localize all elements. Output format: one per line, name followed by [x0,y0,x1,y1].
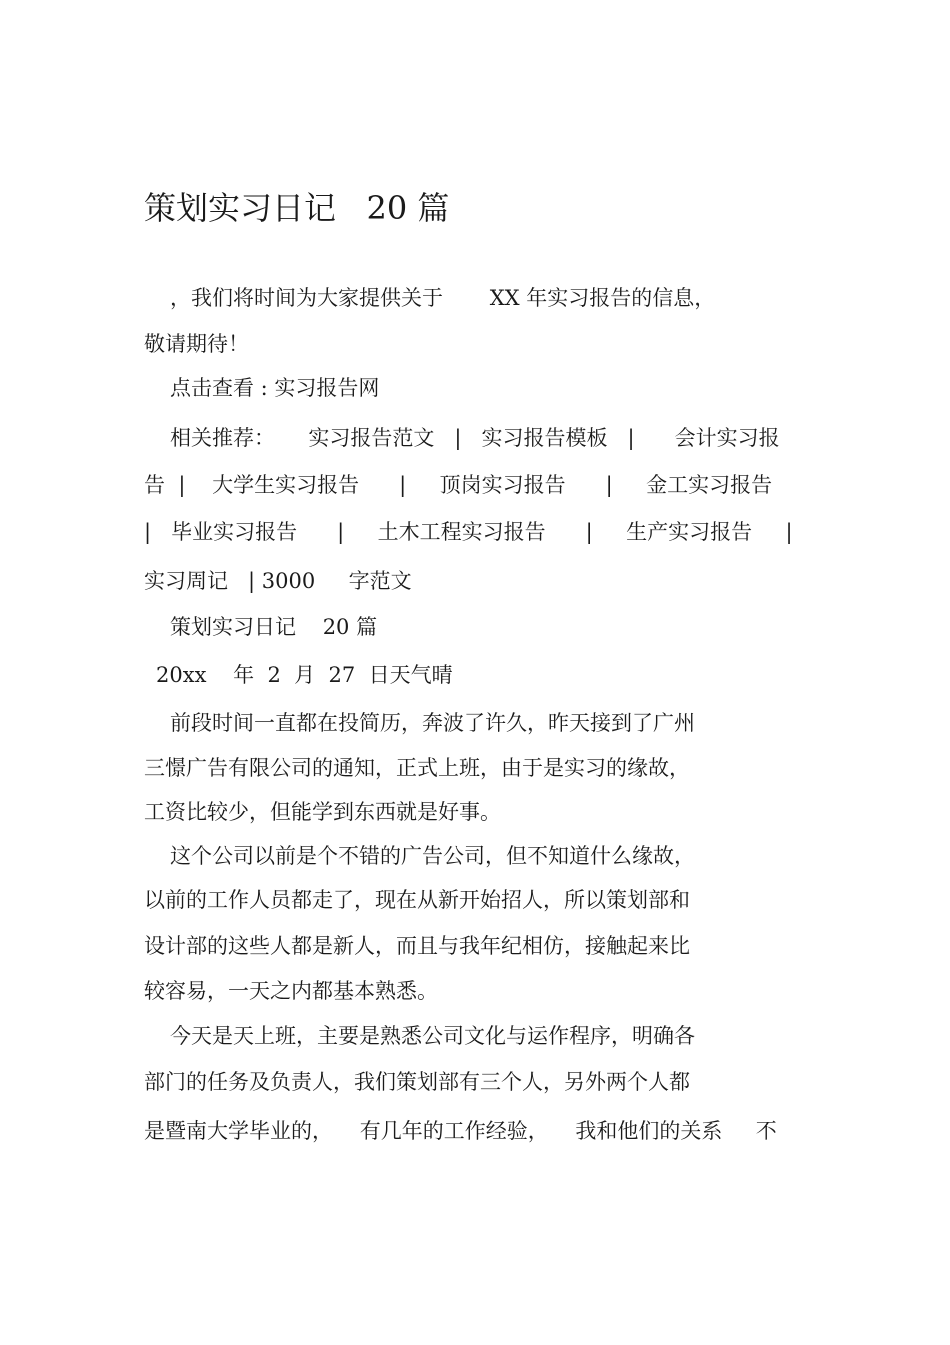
paragraph-2-line-3: 设计部的这些人都是新人，而且与我年纪相仿，接触起来比 [144,934,690,958]
intro-line-2: 敬请期待！ [144,332,249,356]
click-view-link[interactable]: 点击查看 : 实习报告网 [170,376,380,400]
document-title: 策划实习日记 20 篇 [144,189,450,227]
paragraph-2-line-1: 这个公司以前是个不错的广告公司，但不知道什么缘故， [170,844,695,868]
paragraph-2-line-4: 较容易，一天之内都基本熟悉。 [144,979,438,1003]
paragraph-3-line-3: 是暨南大学毕业的， 有几年的工作经验， 我和他们的关系 不 [144,1119,777,1143]
paragraph-1-line-3: 工资比较少，但能学到东西就是好事。 [144,800,501,824]
paragraph-3-line-1: 今天是天上班，主要是熟悉公司文化与运作程序，明确各 [170,1024,695,1048]
intro-line-1: ，我们将时间为大家提供关于 XX 年实习报告的信息， [170,286,716,310]
recommend-line-4[interactable]: 实习周记 | 3000 字范文 [144,569,412,593]
subtitle: 策划实习日记 20 篇 [170,615,378,639]
recommend-line-2[interactable]: 告 | 大学生实习报告 | 顶岗实习报告 | 金工实习报告 [144,473,773,497]
recommend-line-3[interactable]: | 毕业实习报告 | 土木工程实习报告 | 生产实习报告 | [144,520,793,544]
paragraph-1-line-2: 三憬广告有限公司的通知，正式上班，由于是实习的缘故， [144,756,690,780]
date-weather-line: 20xx 年 2 月 27 日天气晴 [156,663,453,687]
paragraph-2-line-2: 以前的工作人员都走了，现在从新开始招人，所以策划部和 [144,888,690,912]
paragraph-1-line-1: 前段时间一直都在投简历，奔波了许久，昨天接到了广州 [170,711,695,735]
paragraph-3-line-2: 部门的任务及负责人，我们策划部有三个人，另外两个人都 [144,1070,690,1094]
recommend-line-1[interactable]: 相关推荐： 实习报告范文 | 实习报告模板 | 会计实习报 [170,426,780,450]
